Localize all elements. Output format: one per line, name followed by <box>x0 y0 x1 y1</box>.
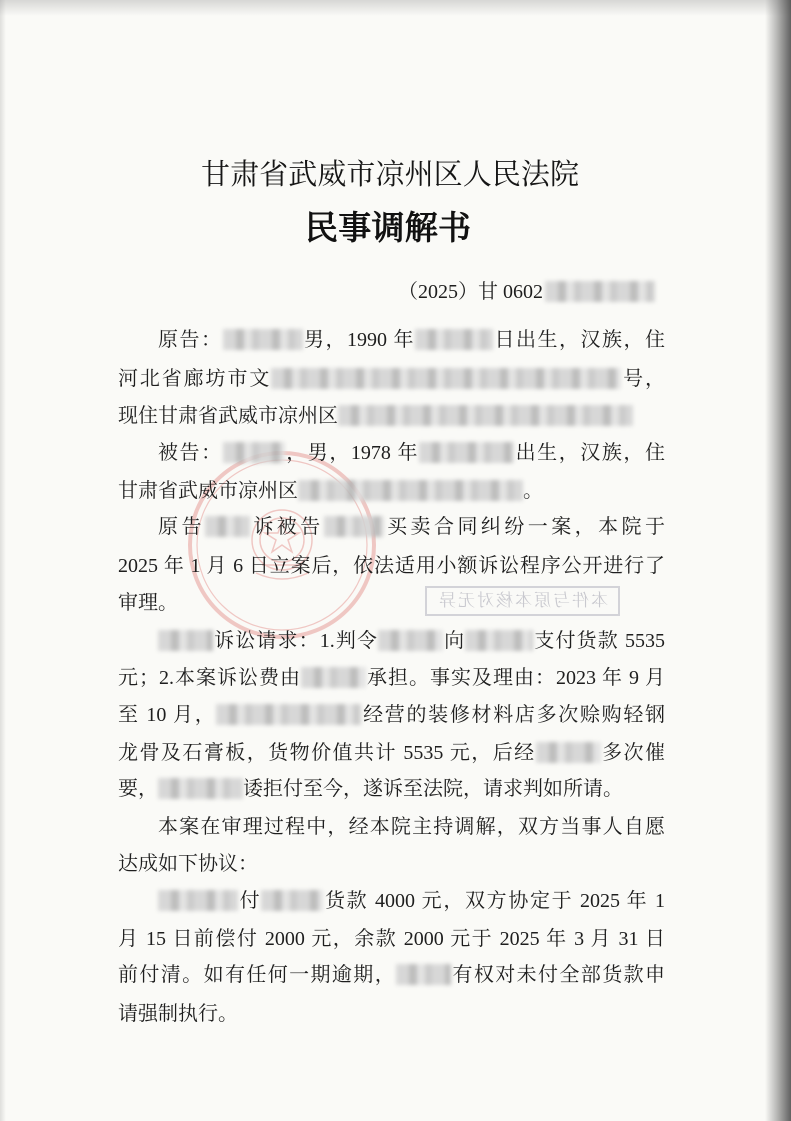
redacted-text <box>298 480 523 501</box>
redacted-text <box>205 516 250 537</box>
body-line <box>118 665 665 691</box>
body-line <box>118 776 665 802</box>
scan-edge-right <box>765 0 791 1121</box>
body-line <box>118 366 665 392</box>
redacted-text <box>324 516 384 537</box>
body-line <box>118 888 665 914</box>
body-line <box>118 1001 665 1027</box>
redacted-text <box>216 704 361 725</box>
line-text: ，男，1978 年 <box>284 442 420 464</box>
body-line <box>118 851 665 877</box>
redacted-text <box>536 742 601 763</box>
redacted-text <box>338 405 633 426</box>
line-text: 达成如下协议： <box>118 853 258 875</box>
scan-edge-top <box>0 0 791 16</box>
certification-stamp-text: 本件与原本核对无异 <box>437 591 608 610</box>
line-text: 诿拒付至今，遂诉至法院，请求判如所请。 <box>243 778 623 800</box>
line-text: 支付货款 5535 <box>533 630 666 652</box>
line-text: 男，1990 年 <box>302 329 415 351</box>
line-text: 审理。 <box>118 592 178 614</box>
line-text: 甘肃省武威市凉州区 <box>118 480 298 502</box>
body-line <box>118 702 665 728</box>
line-text: 付 <box>238 890 262 912</box>
line-text: 原告： <box>158 329 223 351</box>
line-text: 多次催 <box>600 742 666 764</box>
line-text: 向 <box>443 630 466 652</box>
line-text: 元；2.本案诉讼费由 <box>118 667 301 689</box>
redacted-text <box>158 778 243 799</box>
document-title: 民事调解书 <box>305 211 471 247</box>
line-text: 货款 4000 元，双方协定于 2025 年 1 <box>323 890 666 912</box>
line-text: 前付清。如有任何一期逾期， <box>118 964 397 986</box>
case-number <box>398 279 655 305</box>
redacted-text <box>378 630 443 651</box>
court-name: 甘肃省武威市凉州区人民法院 <box>201 159 579 191</box>
line-text: 诉被告 <box>249 516 324 538</box>
line-text: 至 10 月， <box>118 704 217 726</box>
line-text: 承担。事实及理由：2023 年 9 月 <box>366 667 665 689</box>
body-line <box>118 478 665 504</box>
redacted-text <box>271 368 621 389</box>
line-text: 经营的装修材料店多次赊购轻钢 <box>361 704 666 726</box>
redacted-text <box>419 442 514 463</box>
line-text: 买卖合同纠纷一案，本院于 <box>383 516 666 538</box>
line-text: 要， <box>118 778 158 800</box>
redacted-text <box>415 329 493 350</box>
body-line <box>118 814 665 840</box>
body-line <box>118 514 665 540</box>
line-text: 诉讼请求：1.判令 <box>213 630 379 652</box>
line-text: 有权对未付全部货款申 <box>451 964 666 986</box>
redacted-text <box>158 630 213 651</box>
body-line <box>118 553 665 579</box>
body-line <box>118 590 665 616</box>
line-text: 被告： <box>158 442 223 464</box>
line-text: 2025 年 1 月 6 日立案后，依法适用小额诉讼程序公开进行了 <box>118 555 665 577</box>
line-text: 日出生，汉族，住 <box>493 329 665 351</box>
redacted-text <box>261 890 323 911</box>
line-text: 现住甘肃省武威市凉州区 <box>118 405 338 427</box>
redacted-text <box>396 964 451 985</box>
line-text: 出生，汉族，住 <box>514 442 665 464</box>
redacted-text <box>301 667 366 688</box>
redacted-text <box>465 630 533 651</box>
redacted-text <box>545 281 655 302</box>
body-line <box>118 403 665 429</box>
line-text: 河北省廊坊市文 <box>118 368 272 390</box>
body-line <box>118 628 665 654</box>
redacted-text <box>223 329 303 350</box>
redacted-text <box>223 442 285 463</box>
scan-edge-left <box>0 0 6 1121</box>
line-text: 号， <box>621 368 666 390</box>
body-line <box>118 440 665 466</box>
line-text: 月 15 日前偿付 2000 元，余款 2000 元于 2025 年 3 月 31 日 <box>118 928 665 950</box>
body-line <box>118 327 665 353</box>
line-text: 原告 <box>158 516 205 538</box>
body-line <box>118 926 665 952</box>
line-text: 龙骨及石膏板，货物价值共计 5535 元，后经 <box>118 742 536 764</box>
line-text: 。 <box>523 480 543 502</box>
case-number-text: （2025）甘 0602 <box>398 281 543 303</box>
line-text: 请强制执行。 <box>118 1003 238 1025</box>
body-line <box>118 740 665 766</box>
body-line <box>118 962 665 988</box>
line-text: 本案在审理过程中，经本院主持调解，双方当事人自愿 <box>158 816 665 838</box>
redacted-text <box>158 890 238 911</box>
